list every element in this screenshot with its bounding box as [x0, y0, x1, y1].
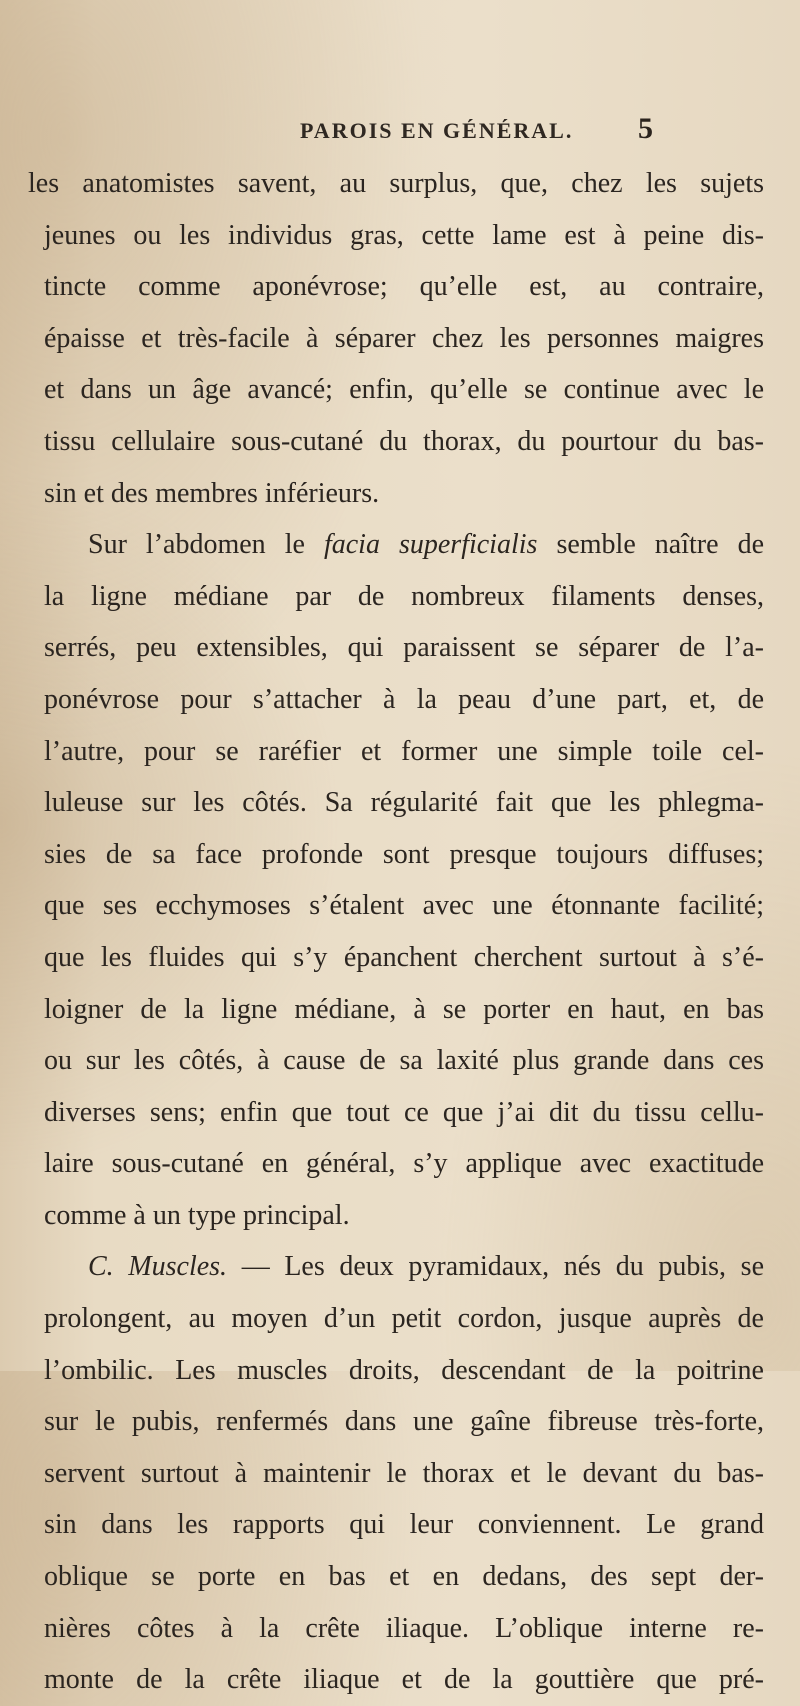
text-line: serrés, peu extensibles, qui paraissent se séparer de l’a- — [44, 632, 764, 664]
paragraph-2 — [44, 519, 764, 1241]
italic-term: facia superficialis — [323, 529, 538, 561]
text-line: et dans un âge avancé; enfin, qu’elle se continue avec le — [44, 374, 764, 406]
text-line: diverses sens; enfin que tout ce que j’ai dit du tissu cellu- — [44, 1096, 764, 1128]
section-label: C. Muscles. — [88, 1251, 228, 1283]
text-line: comme à un type principal. — [44, 1199, 350, 1231]
text-line: ou sur les côtés, à cause de sa laxité plus grande dans ces — [44, 1045, 764, 1077]
text-run: semble naître de — [537, 529, 764, 561]
text-line: prolongent, au moyen d’un petit cordon, jusque auprès de — [44, 1303, 764, 1335]
text-line: tincte comme aponévrose; qu’elle est, au contraire, — [44, 271, 764, 303]
text-line: tissu cellulaire sous-cutané du thorax, du pourtour du bas- — [44, 425, 764, 457]
text-line: laire sous-cutané en général, s’y applique avec exactitude — [44, 1148, 764, 1180]
text-line: que ses ecchymoses s’étalent avec une étonnante facilité; — [44, 890, 764, 922]
text-line: sies de sa face profonde sont presque toujours diffuses; — [44, 838, 764, 870]
page-number: 5 — [638, 112, 653, 145]
text-line: servent surtout à maintenir le thorax et le devant du bas- — [44, 1457, 764, 1489]
text-line: que les fluides qui s’y épanchent cherchent surtout à s’é- — [44, 941, 764, 973]
running-head — [300, 112, 760, 158]
text-line: sin dans les rapports qui leur conviennent. Le grand — [44, 1509, 764, 1541]
text-line: épaisse et très-facile à séparer chez les personnes maigres — [44, 322, 764, 354]
text-line: monte de la crête iliaque et de la gouttière que pré- — [44, 1664, 764, 1696]
text-line: l’ombilic. Les muscles droits, descendant de la poitrine — [44, 1354, 764, 1386]
running-title: PAROIS EN GÉNÉRAL. — [300, 118, 574, 143]
text-line: nières côtes à la crête iliaque. L’oblique interne re- — [44, 1612, 764, 1644]
paragraph-1 — [28, 158, 764, 519]
text-line — [44, 1241, 764, 1293]
text-line — [44, 519, 764, 571]
body-text — [28, 158, 764, 1706]
text-line: jeunes ou les individus gras, cette lame est à peine dis- — [44, 219, 764, 251]
text-line: luleuse sur les côtés. Sa régularité fait que les phlegma- — [44, 787, 764, 819]
text-line: l’autre, pour se raréfier et former une simple toile cel- — [44, 735, 764, 767]
text-line: les anatomistes savent, au surplus, que, chez les sujets — [28, 168, 764, 199]
paragraph-3 — [44, 1241, 764, 1705]
text-line: la ligne médiane par de nombreux filaments denses, — [44, 580, 764, 612]
text-run: Sur l’abdomen le — [88, 529, 324, 561]
text-run: — Les deux pyramidaux, nés du pubis, se — [227, 1251, 764, 1283]
text-line: ponévrose pour s’attacher à la peau d’une part, et, de — [44, 683, 764, 715]
text-line: sur le pubis, renfermés dans une gaîne fibreuse très-forte, — [44, 1406, 764, 1438]
text-line: oblique se porte en bas et en dedans, des sept der- — [44, 1561, 764, 1593]
text-line: sin et des membres inférieurs. — [44, 477, 380, 509]
text-line: loigner de la ligne médiane, à se porter en haut, en bas — [44, 993, 764, 1025]
